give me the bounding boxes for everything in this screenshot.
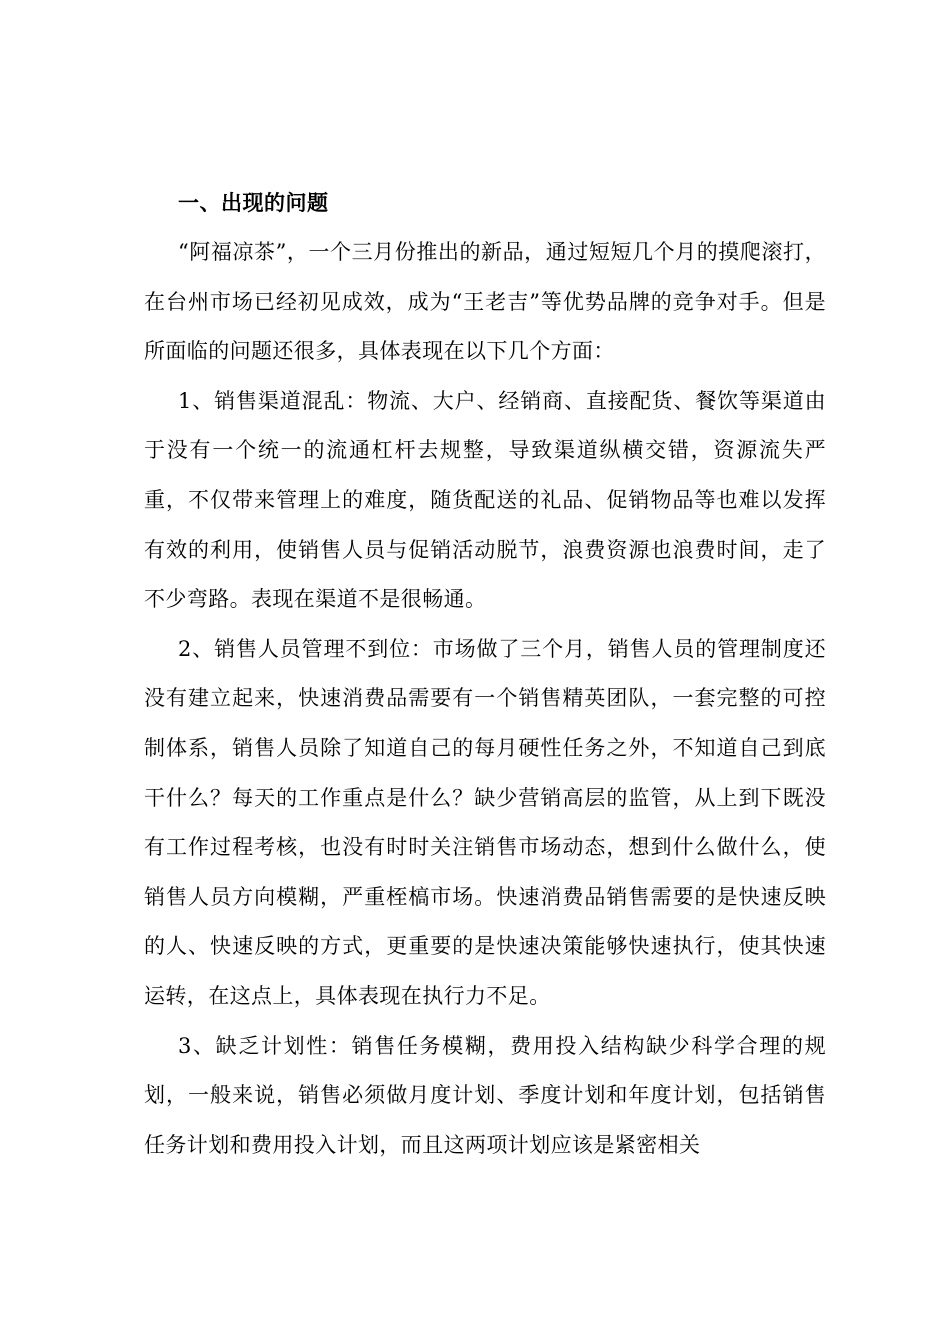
paragraph-channel-chaos: 1、销售渠道混乱：物流、大户、经销商、直接配货、餐饮等渠道由于没有一个统一的流通杠杆去规整，导致渠道纵横交错，资源流失严重，不仅带来管理上的难度，随货配送的礼品、促销物品等也难以发挥有效的利用，使销售人员与促销活动脱节，浪费资源也浪费时间，走了不少弯路。表现在渠道不是很畅通。 bbox=[144, 388, 826, 612]
document-body bbox=[144, 178, 826, 1170]
section-heading: 一、出现的问题 bbox=[178, 190, 329, 215]
paragraph-intro: “阿福凉茶”，一个三月份推出的新品，通过短短几个月的摸爬滚打，在台州市场已经初见成效，成为“王老吉”等优势品牌的竞争对手。但是所面临的问题还很多，具体表现在以下几个方面： bbox=[144, 240, 826, 364]
paragraph-lack-of-planning: 3、缺乏计划性：销售任务模糊，费用投入结构缺少科学合理的规划，一般来说，销售必须做月度计划、季度计划和年度计划，包括销售任务计划和费用投入计划，而且这两项计划应该是紧密相关 bbox=[144, 1033, 826, 1157]
paragraph-sales-management: 2、销售人员管理不到位：市场做了三个月，销售人员的管理制度还没有建立起来，快速消费品需要有一个销售精英团队，一套完整的可控制体系，销售人员除了知道自己的每月硬性任务之外，不知道自己到底干什么？每天的工作重点是什么？缺少营销高层的监管，从上到下既没有工作过程考核，也没有时时关注销售市场动态，想到什么做什么，使销售人员方向模糊，严重桎槁市场。快速消费品销售需要的是快速反映的人、快速反映的方式，更重要的是快速决策能够快速执行，使其快速运转，在这点上，具体表现在执行力不足。 bbox=[144, 636, 826, 1008]
